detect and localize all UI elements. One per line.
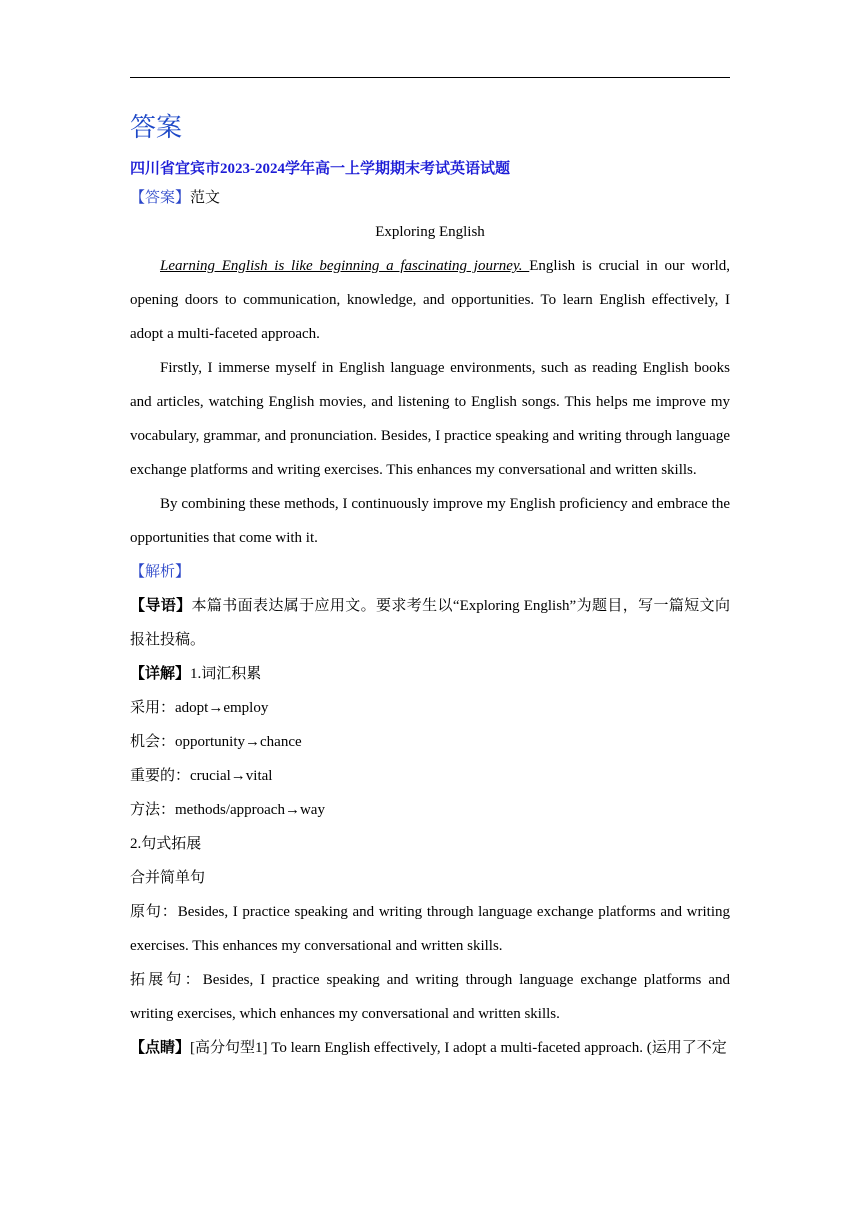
highlight-text: [高分句型1] To learn English effectively, I adopt a multi-faceted approach. (运用了不定 <box>190 1040 727 1056</box>
paragraph-1-rest: English is crucial in our world, opening doors to communication, knowledge, and opportunities. To learn English effectively, I adopt a multi-faceted approach. <box>130 258 730 342</box>
detail-line <box>130 657 730 691</box>
answer-tag: 【答案】 <box>130 190 191 206</box>
section-2-subheading: 合并简单句 <box>130 870 206 886</box>
opening-sentence: Learning English is like beginning a fascinating journey. <box>160 258 530 274</box>
expanded-sentence: 拓展句：Besides, I practice speaking and writing through language exchange platforms and writing exercises, which enhances my conversational and written skills. <box>130 972 730 1022</box>
highlight-line <box>130 1031 730 1065</box>
vocab-item: 采用：adopt→employ <box>130 700 269 716</box>
detail-text: 1.词汇积累 <box>190 666 262 682</box>
exam-title: 四川省宜宾市2023-2024学年高一上学期期末考试英语试题 <box>130 161 510 177</box>
guide-text: 本篇书面表达属于应用文。要求考生以“Exploring English”为题目，写一篇短文向报社投稿。 <box>130 598 730 648</box>
header-rule <box>130 77 730 78</box>
answer-label: 范文 <box>190 190 221 206</box>
essay-paragraph-1 <box>130 249 730 351</box>
guide-tag: 【导语】 <box>130 598 192 614</box>
essay-paragraph-2: Firstly, I immerse myself in English language environments, such as reading English books and articles, watching English movies, and listening to English songs. This helps me improve my vocabulary, grammar, and pronunciation. Besides, I practice speaking and writing through language exchange platforms and writing exercises. This enhances my conversational and written skills. <box>130 360 730 478</box>
vocab-item: 机会：opportunity→chance <box>130 734 302 750</box>
analysis-tag: 【解析】 <box>130 564 191 580</box>
detail-tag: 【详解】 <box>130 666 191 682</box>
section-2-heading: 2.句式拓展 <box>130 836 202 852</box>
essay-paragraph-3: By combining these methods, I continuously improve my English proficiency and embrace the opportunities that come with it. <box>130 496 730 546</box>
page-heading: 答案 <box>130 113 183 142</box>
vocab-item: 方法：methods/approach→way <box>130 802 325 818</box>
highlight-tag: 【点睛】 <box>130 1040 191 1056</box>
vocab-item: 重要的：crucial→vital <box>130 768 273 784</box>
answer-line <box>130 181 730 215</box>
guide-paragraph <box>130 589 730 657</box>
document-body <box>130 108 730 1065</box>
essay-title: Exploring English <box>375 224 485 240</box>
original-sentence: 原句：Besides, I practice speaking and writing through language exchange platforms and writing exercises. This enhances my conversational and written skills. <box>130 904 730 954</box>
